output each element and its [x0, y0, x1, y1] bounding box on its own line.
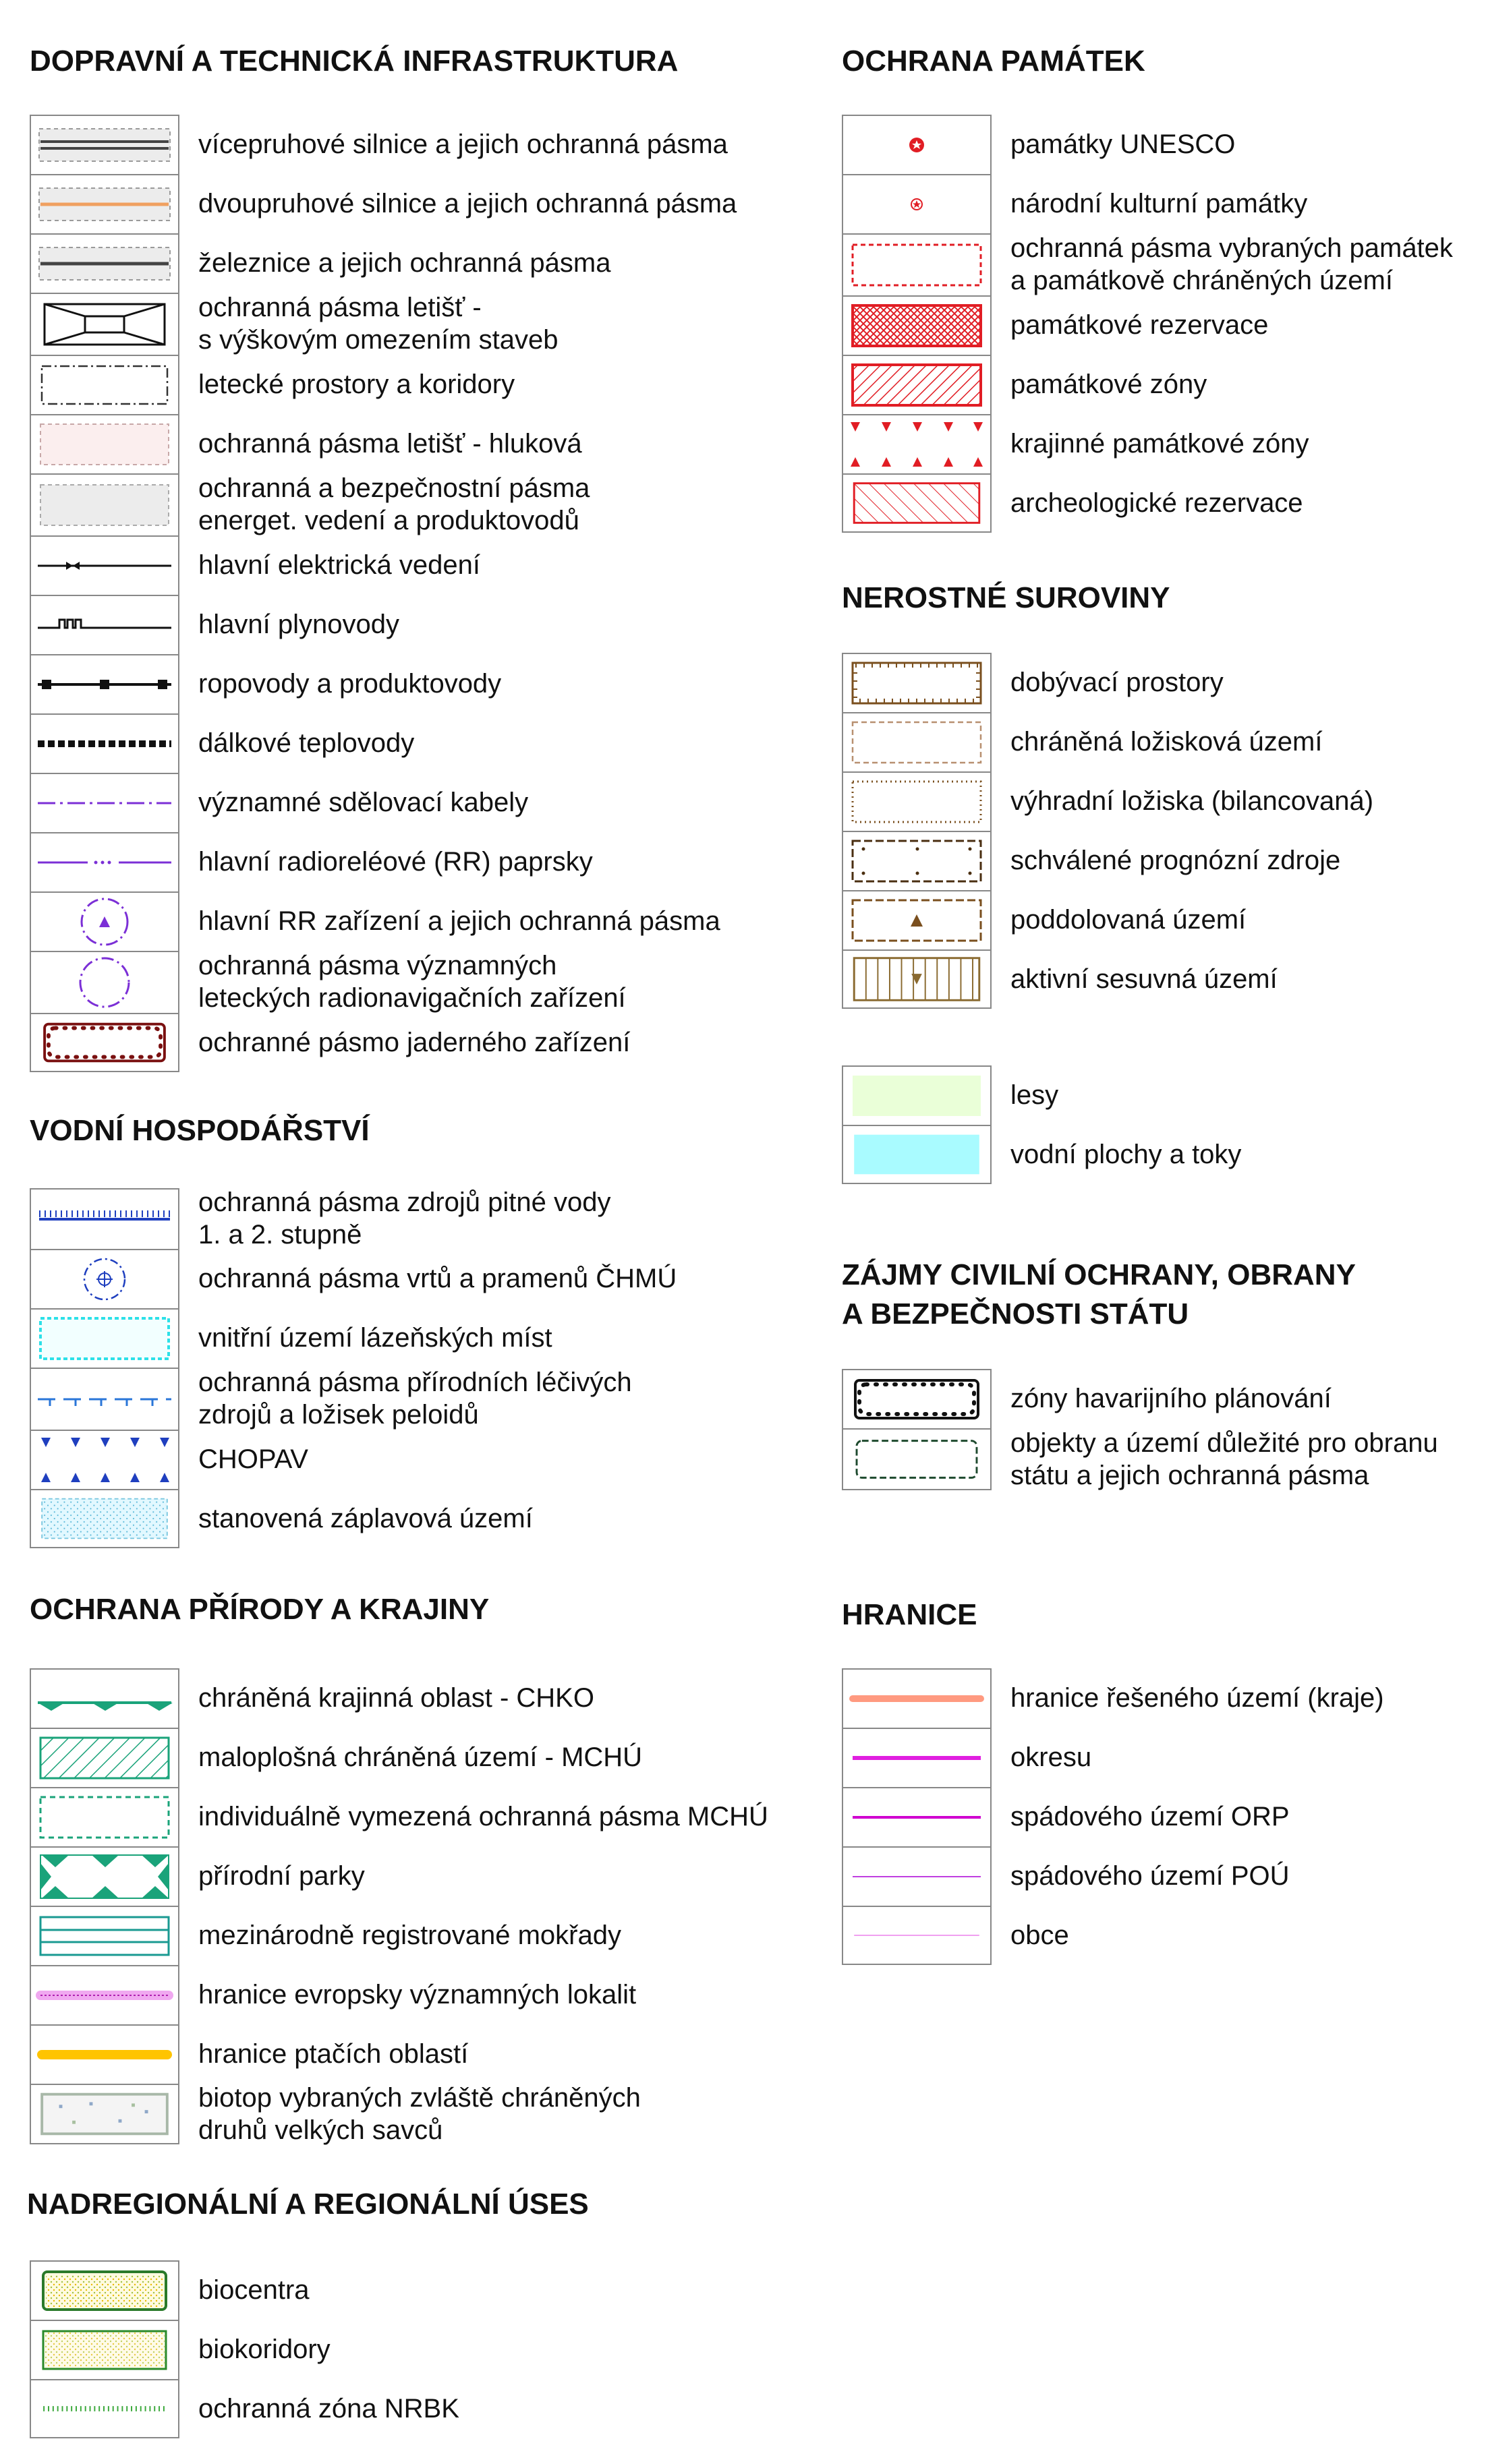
- legend-item: [30, 233, 772, 293]
- legend-item-label: CHOPAV: [198, 1444, 308, 1474]
- legend-item-label: ochranná zóna NRBK: [198, 2394, 459, 2424]
- oil-pipeline-icon-graphic: [31, 655, 178, 713]
- radionavigation-zone-icon-graphic: [31, 952, 178, 1013]
- legend-item-label: individuálně vymezená ochranná pásma MCHÚ: [198, 1802, 768, 1831]
- evl-border-icon-graphic: [31, 1966, 178, 2024]
- legend-item: [30, 1846, 772, 1906]
- wetland-icon-graphic: [31, 1907, 178, 1965]
- legend-item-label: výhradní ložiska (bilancovaná): [1010, 786, 1374, 816]
- legend-item: [842, 1787, 1486, 1846]
- water-body-icon-graphic: [843, 1126, 990, 1183]
- legend-item: [842, 1728, 1486, 1787]
- emergency-zone-icon-graphic: [843, 1370, 990, 1428]
- monument-zone-icon: [842, 355, 992, 414]
- landslide-area-icon-graphic: [843, 951, 990, 1007]
- emergency-zone-icon: [842, 1369, 992, 1428]
- airport-noise-zone-icon-graphic: [31, 415, 178, 473]
- healing-source-zone-icon-graphic: [31, 1369, 178, 1430]
- flood-zone-icon: [30, 1489, 179, 1548]
- legend-item-label: letecké prostory a koridory: [198, 370, 515, 399]
- legend-item: [30, 1013, 772, 1072]
- two-lane-road-icon-graphic: [31, 175, 178, 233]
- legend-item: [30, 2024, 772, 2084]
- gas-pipeline-icon-graphic: [31, 596, 178, 654]
- pou-border-icon: [842, 1846, 992, 1906]
- legend-item: [842, 1846, 1486, 1906]
- legend-item: [842, 473, 1486, 533]
- legend-item-label: chráněná ložisková území: [1010, 727, 1323, 757]
- mammal-biotope-icon-graphic: [31, 2085, 178, 2143]
- legend-item-label: národní kulturní památky: [1010, 189, 1308, 218]
- legend-item: [842, 1906, 1486, 1965]
- legend-item-label: biotop vybraných zvláště chráněných druhů velkých savců: [198, 2083, 641, 2145]
- legend-item-label: ochranná pásma vybraných památek a památkově chráněných území: [1010, 233, 1453, 295]
- prognostic-resource-icon-graphic: [843, 832, 990, 890]
- legend-item: [30, 2379, 772, 2438]
- bird-area-border-icon-graphic: [31, 2026, 178, 2084]
- legend-item: [30, 1308, 772, 1368]
- legend-item: [30, 115, 772, 174]
- biocorridor-icon: [30, 2320, 179, 2379]
- legend-item-label: spádového území POÚ: [1010, 1861, 1290, 1891]
- multilane-road-icon-graphic: [31, 116, 178, 174]
- bird-area-border-icon: [30, 2024, 179, 2084]
- well-spring-zone-icon: [30, 1249, 179, 1308]
- orp-border-icon-graphic: [843, 1788, 990, 1846]
- legend-item-label: vodní plochy a toky: [1010, 1140, 1242, 1169]
- legend-item: [842, 890, 1486, 949]
- legend-item-label: hlavní elektrická vedení: [198, 550, 481, 580]
- legend-item-label: okresu: [1010, 1742, 1092, 1772]
- radionavigation-zone-icon: [30, 951, 179, 1013]
- mchu-buffer-icon-graphic: [31, 1788, 178, 1846]
- undermined-area-icon: [842, 890, 992, 949]
- telecom-cable-icon: [30, 773, 179, 832]
- municipality-border-icon-graphic: [843, 1907, 990, 1964]
- legend-item-label: biokoridory: [198, 2335, 331, 2364]
- section-title-uses: NADREGIONÁLNÍ A REGIONÁLNÍ ÚSES: [27, 2188, 589, 2221]
- legend-right-column: [743, 0, 1485, 2464]
- mchu-icon-graphic: [31, 1729, 178, 1787]
- section-title-water: VODNÍ HOSPODÁŘSTVÍ: [30, 1114, 370, 1147]
- orp-border-icon: [842, 1787, 992, 1846]
- forest-icon: [842, 1065, 992, 1125]
- evl-border-icon: [30, 1965, 179, 2024]
- mining-area-icon: [842, 653, 992, 712]
- nrbk-zone-icon-graphic: [31, 2380, 178, 2437]
- power-line-icon: [30, 535, 179, 595]
- legend-item: [30, 654, 772, 713]
- legend-item-label: významné sdělovací kabely: [198, 788, 529, 817]
- legend-item: [842, 414, 1486, 473]
- legend-item: [842, 949, 1486, 1009]
- legend-item: [842, 355, 1486, 414]
- archaeological-reserve-icon: [842, 473, 992, 533]
- legend-item-label: vícepruhové silnice a jejich ochranná pásma: [198, 129, 728, 159]
- legend-item: [30, 832, 772, 891]
- legend-item: [30, 1188, 772, 1249]
- chopav-icon: [30, 1430, 179, 1489]
- telecom-cable-icon-graphic: [31, 774, 178, 832]
- legend-item: [842, 174, 1486, 233]
- legend-item-label: lesy: [1010, 1080, 1059, 1110]
- legend-item-label: ropovody a produktovody: [198, 669, 502, 699]
- monument-buffer-icon: [842, 233, 992, 295]
- railway-icon-graphic: [31, 235, 178, 293]
- legend-item: [842, 1369, 1486, 1428]
- legend-item: [842, 771, 1486, 831]
- legend-item-label: ochranná pásma letišť - hluková: [198, 429, 582, 459]
- legend-item: [30, 1368, 772, 1430]
- national-monument-star-icon-graphic: [843, 175, 990, 233]
- prognostic-resource-icon: [842, 831, 992, 890]
- legend-item-label: hlavní plynovody: [198, 610, 399, 639]
- pou-border-icon-graphic: [843, 1848, 990, 1906]
- well-spring-zone-icon-graphic: [31, 1250, 178, 1308]
- legend-item-label: dálkové teplovody: [198, 728, 415, 758]
- mchu-buffer-icon: [30, 1787, 179, 1846]
- legend-item: [30, 174, 772, 233]
- legend-item: [842, 653, 1486, 712]
- oil-pipeline-icon: [30, 654, 179, 713]
- legend-item: [842, 1065, 1486, 1125]
- legend-item: [30, 473, 772, 535]
- legend-item-label: ochranná a bezpečnostní pásma energet. vedení a produktovodů: [198, 473, 590, 535]
- water-body-icon: [842, 1125, 992, 1184]
- legend-item: [842, 1668, 1486, 1728]
- legend-item: [30, 2320, 772, 2379]
- airport-noise-zone-icon: [30, 414, 179, 473]
- chko-icon: [30, 1668, 179, 1728]
- legend-item: [30, 1249, 772, 1308]
- spa-area-icon-graphic: [31, 1310, 178, 1368]
- nuclear-zone-icon-graphic: [31, 1014, 178, 1071]
- airport-height-limit-icon: [30, 293, 179, 355]
- mammal-biotope-icon: [30, 2084, 179, 2144]
- radio-relay-station-icon: [30, 891, 179, 951]
- legend-item: [842, 1428, 1486, 1490]
- unesco-star-icon: [842, 115, 992, 174]
- legend-item: [30, 2260, 772, 2320]
- legend-item: [30, 951, 772, 1013]
- legend-item-label: památkové zóny: [1010, 370, 1207, 399]
- legend-item-label: archeologické rezervace: [1010, 488, 1303, 518]
- national-monument-star-icon: [842, 174, 992, 233]
- healing-source-zone-icon: [30, 1368, 179, 1430]
- energy-safety-zone-icon: [30, 473, 179, 535]
- legend-item: [30, 1787, 772, 1846]
- legend-item: [842, 115, 1486, 174]
- legend-item-label: památkové rezervace: [1010, 310, 1269, 340]
- legend-item: [30, 414, 772, 473]
- legend-item: [30, 891, 772, 951]
- legend-item: [30, 2084, 772, 2144]
- radio-relay-beam-icon: [30, 832, 179, 891]
- legend-item-label: ochranná pásma letišť - s výškovým omezením staveb: [198, 293, 559, 355]
- legend-item: [30, 595, 772, 654]
- legend-item: [30, 1906, 772, 1965]
- legend-item-label: maloplošná chráněná území - MCHÚ: [198, 1742, 643, 1772]
- defence-area-icon-graphic: [843, 1430, 990, 1489]
- municipality-border-icon: [842, 1906, 992, 1965]
- legend-item-label: vnitřní území lázeňských míst: [198, 1323, 552, 1353]
- legend-item-label: přírodní parky: [198, 1861, 365, 1891]
- nrbk-zone-icon: [30, 2379, 179, 2438]
- region-border-icon-graphic: [843, 1670, 990, 1728]
- region-border-icon: [842, 1668, 992, 1728]
- radio-relay-station-icon-graphic: [31, 893, 178, 951]
- unesco-star-icon-graphic: [843, 116, 990, 174]
- section-title-borders: HRANICE: [842, 1598, 977, 1631]
- legend-item-label: památky UNESCO: [1010, 129, 1236, 159]
- legend-item-label: ochranná pásma zdrojů pitné vody 1. a 2. stupně: [198, 1187, 611, 1250]
- legend-item-label: poddolovaná území: [1010, 905, 1247, 935]
- landscape-monument-zone-icon-graphic: [843, 415, 990, 473]
- legend-item-label: spádového území ORP: [1010, 1802, 1290, 1831]
- legend-item-label: ochranná pásma významných leteckých radionavigačních zařízení: [198, 951, 626, 1013]
- legend-item: [30, 535, 772, 595]
- heat-pipeline-icon: [30, 713, 179, 773]
- wetland-icon: [30, 1906, 179, 1965]
- mining-area-icon-graphic: [843, 654, 990, 712]
- legend-item-label: chráněná krajinná oblast - CHKO: [198, 1683, 594, 1713]
- railway-icon: [30, 233, 179, 293]
- gas-pipeline-icon: [30, 595, 179, 654]
- monument-reserve-icon-graphic: [843, 297, 990, 355]
- legend-item: [30, 1965, 772, 2024]
- legend-item-label: dobývací prostory: [1010, 668, 1224, 697]
- chko-icon-graphic: [31, 1670, 178, 1728]
- section-title-minerals: NEROSTNÉ SUROVINY: [842, 581, 1170, 614]
- legend-item: [842, 1125, 1486, 1184]
- section-title-nature: OCHRANA PŘÍRODY A KRAJINY: [30, 1593, 490, 1626]
- landscape-monument-zone-icon: [842, 414, 992, 473]
- legend-item-label: hlavní RR zařízení a jejich ochranná pásma: [198, 906, 720, 936]
- energy-safety-zone-icon-graphic: [31, 475, 178, 535]
- legend-item-label: mezinárodně registrované mokřady: [198, 1920, 621, 1950]
- section-title-infrastructure: DOPRAVNÍ A TECHNICKÁ INFRASTRUKTURA: [30, 45, 679, 78]
- district-border-icon: [842, 1728, 992, 1787]
- legend-item-label: obce: [1010, 1920, 1069, 1950]
- monument-reserve-icon: [842, 295, 992, 355]
- drinking-water-zone-icon: [30, 1188, 179, 1249]
- legend-item-label: ochranné pásmo jaderného zařízení: [198, 1028, 631, 1057]
- heat-pipeline-icon-graphic: [31, 715, 178, 773]
- legend-item: [30, 1668, 772, 1728]
- monument-buffer-icon-graphic: [843, 235, 990, 295]
- nuclear-zone-icon: [30, 1013, 179, 1072]
- legend-item: [30, 1430, 772, 1489]
- biocentre-icon-graphic: [31, 2262, 178, 2320]
- protected-deposit-icon: [842, 712, 992, 771]
- legend-item: [30, 1728, 772, 1787]
- legend-item-label: hlavní radioreléové (RR) paprsky: [198, 847, 593, 877]
- nature-park-icon-graphic: [31, 1848, 178, 1906]
- archaeological-reserve-icon-graphic: [843, 475, 990, 531]
- protected-deposit-icon-graphic: [843, 713, 990, 771]
- forest-icon-graphic: [843, 1067, 990, 1125]
- biocentre-icon: [30, 2260, 179, 2320]
- legend-item-label: schválené prognózní zdroje: [1010, 846, 1341, 875]
- multilane-road-icon: [30, 115, 179, 174]
- flood-zone-icon-graphic: [31, 1490, 178, 1547]
- legend-item: [842, 831, 1486, 890]
- biocorridor-icon-graphic: [31, 2321, 178, 2379]
- legend-item-label: dvoupruhové silnice a jejich ochranná pásma: [198, 189, 737, 218]
- legend-item-label: stanovená záplavová území: [198, 1504, 533, 1533]
- undermined-area-icon-graphic: [843, 891, 990, 949]
- legend-item-label: hranice ptačích oblastí: [198, 2039, 469, 2069]
- legend-item-label: ochranná pásma přírodních léčivých zdrojů a ložisek peloidů: [198, 1368, 632, 1430]
- drinking-water-zone-icon-graphic: [31, 1190, 178, 1249]
- legend-item: [30, 773, 772, 832]
- reserved-deposit-icon: [842, 771, 992, 831]
- legend-item: [30, 713, 772, 773]
- air-corridor-icon: [30, 355, 179, 414]
- legend-item-label: hranice evropsky významných lokalit: [198, 1980, 637, 2010]
- legend-item: [30, 1489, 772, 1548]
- district-border-icon-graphic: [843, 1729, 990, 1787]
- legend-item-label: železnice a jejich ochranná pásma: [198, 248, 611, 278]
- legend-item: [30, 355, 772, 414]
- section-title-defence: ZÁJMY CIVILNÍ OCHRANY, OBRANY A BEZPEČNOSTI STÁTU: [842, 1258, 1356, 1330]
- legend-item: [842, 233, 1486, 295]
- legend-item: [30, 293, 772, 355]
- legend-item-label: ochranná pásma vrtů a pramenů ČHMÚ: [198, 1264, 677, 1293]
- legend-item-label: zóny havarijního plánování: [1010, 1384, 1332, 1413]
- legend-item-label: krajinné památkové zóny: [1010, 429, 1309, 459]
- legend-item-label: objekty a území důležité pro obranu státu a jejich ochranná pásma: [1010, 1428, 1438, 1490]
- legend-item-label: hranice řešeného území (kraje): [1010, 1683, 1384, 1713]
- airport-height-limit-icon-graphic: [31, 294, 178, 355]
- defence-area-icon: [842, 1428, 992, 1490]
- legend-item-label: aktivní sesuvná území: [1010, 964, 1278, 994]
- nature-park-icon: [30, 1846, 179, 1906]
- section-title-heritage: OCHRANA PAMÁTEK: [842, 45, 1145, 78]
- legend-item: [842, 295, 1486, 355]
- air-corridor-icon-graphic: [31, 356, 178, 414]
- legend-item: [842, 712, 1486, 771]
- mchu-icon: [30, 1728, 179, 1787]
- spa-area-icon: [30, 1308, 179, 1368]
- monument-zone-icon-graphic: [843, 356, 990, 414]
- power-line-icon-graphic: [31, 537, 178, 595]
- legend-item-label: biocentra: [198, 2275, 310, 2305]
- two-lane-road-icon: [30, 174, 179, 233]
- radio-relay-beam-icon-graphic: [31, 833, 178, 891]
- chopav-icon-graphic: [31, 1431, 178, 1489]
- landslide-area-icon: [842, 949, 992, 1009]
- reserved-deposit-icon-graphic: [843, 773, 990, 831]
